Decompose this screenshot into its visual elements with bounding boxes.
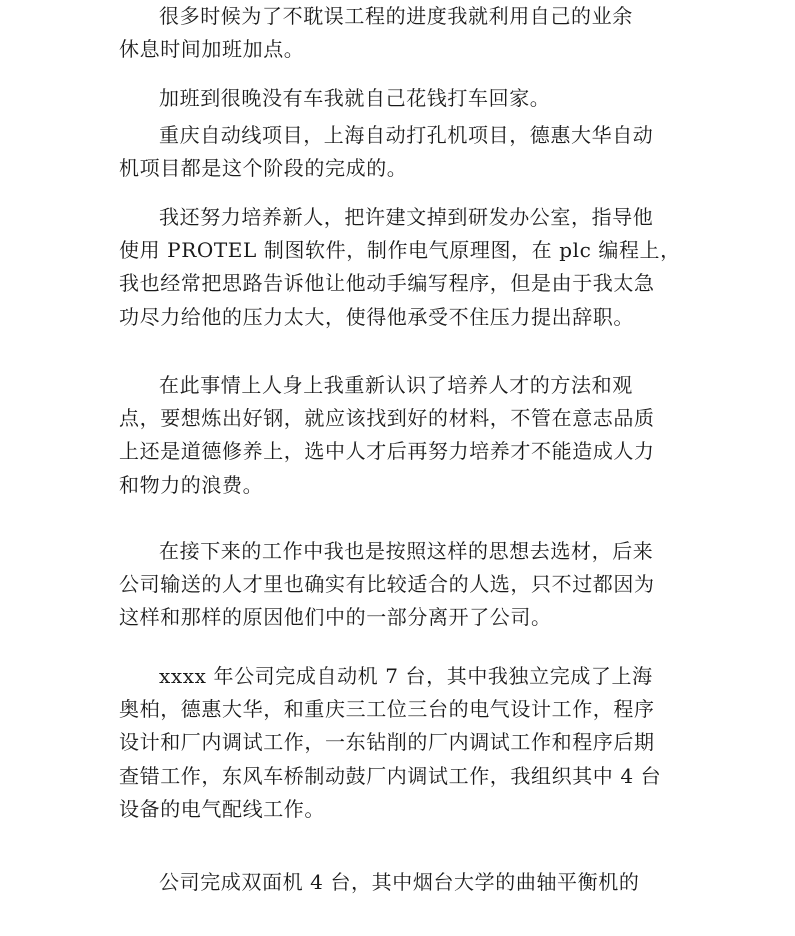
text-line: 我也经常把思路告诉他让他动手编写程序，但是由于我太急 bbox=[119, 271, 655, 296]
text-line: 公司完成双面机 4 台，其中烟台大学的曲轴平衡机的 bbox=[159, 870, 640, 894]
text-line: 这样和那样的原因他们中的一部分离开了公司。 bbox=[119, 605, 552, 630]
paragraph-overtime-work bbox=[119, 0, 633, 66]
text-line: 在此事情上人身上我重新认识了培养人才的方法和观 bbox=[159, 373, 633, 397]
paragraph-taxi-home bbox=[119, 82, 550, 115]
text-line: 设计和厂内调试工作，一东钻削的厂内调试工作和程序后期 bbox=[119, 730, 655, 755]
paragraph-lessons bbox=[119, 369, 655, 502]
paragraph-annual-results bbox=[119, 660, 661, 826]
text-line: 功尽力给他的压力太大，使得他承受不住压力提出辞职。 bbox=[119, 304, 634, 329]
paragraph-double-sided-machines bbox=[119, 866, 639, 899]
paragraph-training bbox=[119, 201, 681, 334]
text-line: 设备的电气配线工作。 bbox=[119, 796, 325, 821]
text-line: 和物力的浪费。 bbox=[119, 472, 264, 497]
text-line: 休息时间加班加点。 bbox=[119, 37, 305, 62]
text-line: 奥柏，德惠大华，和重庆三工位三台的电气设计工作，程序 bbox=[119, 697, 655, 722]
text-line: xxxx 年公司完成自动机 7 台，其中我独立完成了上海 bbox=[159, 664, 653, 688]
text-line: 机项目都是这个阶段的完成的。 bbox=[119, 156, 408, 181]
text-line: 在接下来的工作中我也是按照这样的思想去选材，后来 bbox=[159, 539, 654, 563]
text-line: 查错工作，东风车桥制动鼓厂内调试工作，我组织其中 4 台 bbox=[119, 763, 662, 788]
text-line: 点，要想炼出好钢，就应该找到好的材料，不管在意志品质 bbox=[119, 406, 655, 431]
text-line: 使用 PROTEL 制图软件，制作电气原理图，在 plc 编程上， bbox=[119, 238, 681, 263]
text-line: 我还努力培养新人，把许建文掉到研发办公室，指导他 bbox=[159, 205, 654, 229]
text-line: 很多时候为了不耽误工程的进度我就利用自己的业余 bbox=[159, 4, 633, 28]
text-line: 加班到很晚没有车我就自己花钱打车回家。 bbox=[159, 86, 551, 110]
paragraph-selection bbox=[119, 535, 655, 635]
paragraph-projects bbox=[119, 119, 653, 185]
text-line: 重庆自动线项目，上海自动打孔机项目，德惠大华自动 bbox=[159, 123, 654, 147]
text-line: 公司输送的人才里也确实有比较适合的人选，只不过都因为 bbox=[119, 572, 655, 597]
text-line: 上还是道德修养上，选中人才后再努力培养才不能造成人力 bbox=[119, 439, 655, 464]
